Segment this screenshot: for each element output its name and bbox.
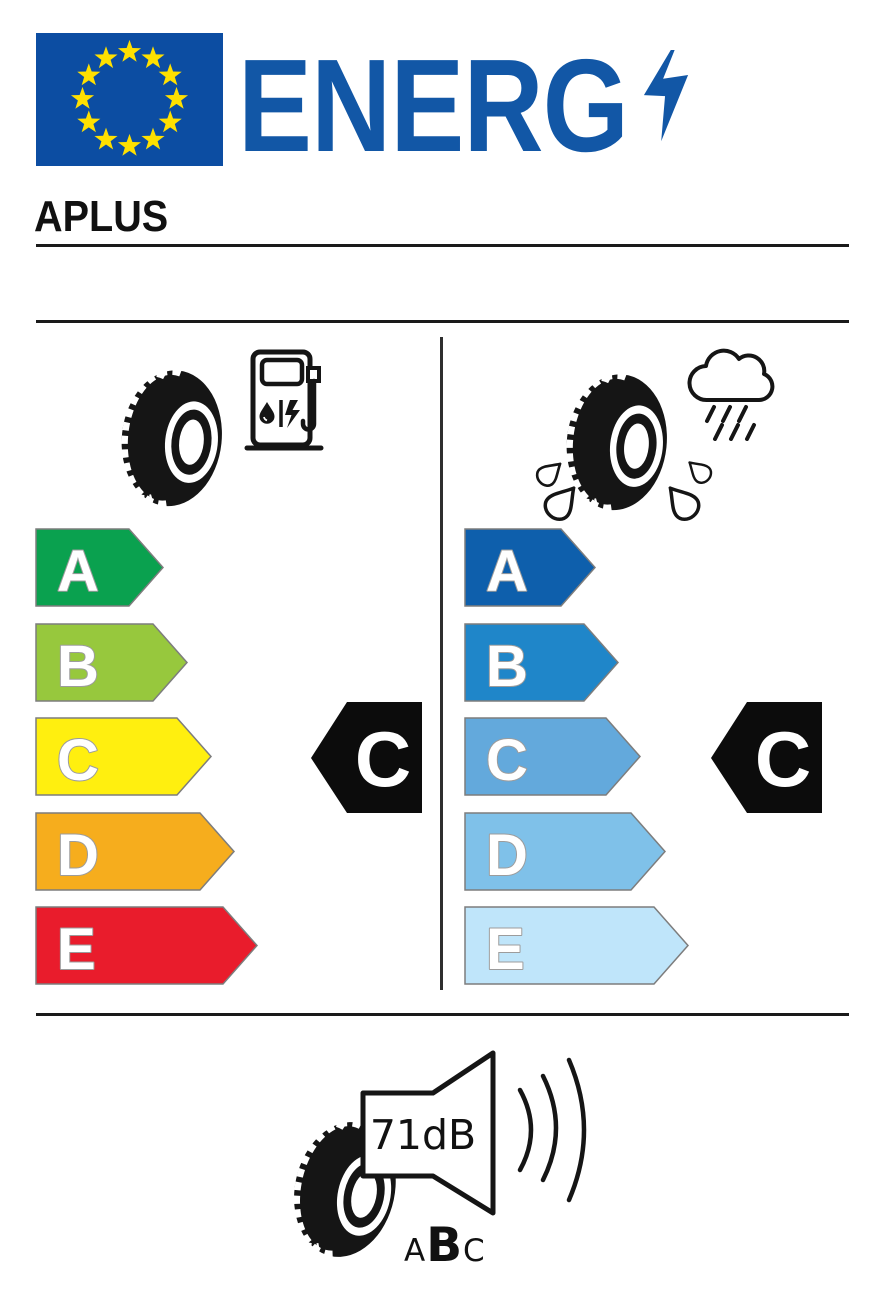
eu-flag-icon	[36, 33, 223, 166]
fuel-class-a-arrow	[35, 528, 165, 607]
fuel-class-d-label: D	[57, 823, 99, 888]
fuel-class-b-arrow	[35, 623, 189, 702]
wet-class-d-arrow	[464, 812, 667, 891]
wet-rating-badge	[710, 701, 823, 814]
wet-class-c-arrow	[464, 717, 642, 796]
energ-wordmark	[238, 31, 638, 179]
noise-value: 71dB	[369, 1111, 477, 1159]
wet-class-b-arrow	[464, 623, 620, 702]
fuel-class-c-label: C	[57, 728, 99, 793]
brand-name: APLUS	[34, 192, 169, 241]
rain-cloud-icon	[681, 345, 781, 441]
speaker-icon	[357, 1046, 593, 1216]
tire-icon-fuel	[120, 366, 238, 512]
fuel-pump-icon	[244, 347, 326, 451]
sound-waves-icon	[520, 1060, 584, 1200]
fuel-class-c-arrow	[35, 717, 213, 796]
rule-middle	[36, 320, 849, 323]
wet-class-c-label: C	[486, 728, 528, 793]
fuel-class-a-label: A	[57, 539, 99, 604]
wet-class-e-arrow	[464, 906, 690, 985]
wet-class-d-label: D	[486, 823, 528, 888]
noise-class-a: A	[404, 1233, 426, 1269]
column-divider	[440, 337, 443, 990]
fuel-class-d-arrow	[35, 812, 236, 891]
wet-class-b-label: B	[486, 634, 528, 699]
fuel-class-b-label: B	[57, 634, 99, 699]
fuel-rating-badge	[310, 701, 423, 814]
fuel-class-e-label: E	[57, 917, 96, 982]
wet-class-a-arrow	[464, 528, 597, 607]
energ-text: ENERG	[238, 31, 629, 179]
fuel-class-e-arrow	[35, 906, 259, 985]
fuel-rating-letter: C	[354, 715, 412, 803]
rule-bottom	[36, 1013, 849, 1016]
wet-class-e-label: E	[486, 917, 525, 982]
noise-class-b-selected: B	[426, 1218, 463, 1273]
noise-scale	[404, 1218, 485, 1273]
rain-drops-icon	[707, 407, 754, 439]
noise-class-c: C	[463, 1233, 485, 1269]
wet-rating-letter: C	[754, 715, 812, 803]
lightning-bolt-icon	[640, 50, 692, 146]
rule-top	[36, 244, 849, 247]
wet-class-a-label: A	[486, 539, 528, 604]
